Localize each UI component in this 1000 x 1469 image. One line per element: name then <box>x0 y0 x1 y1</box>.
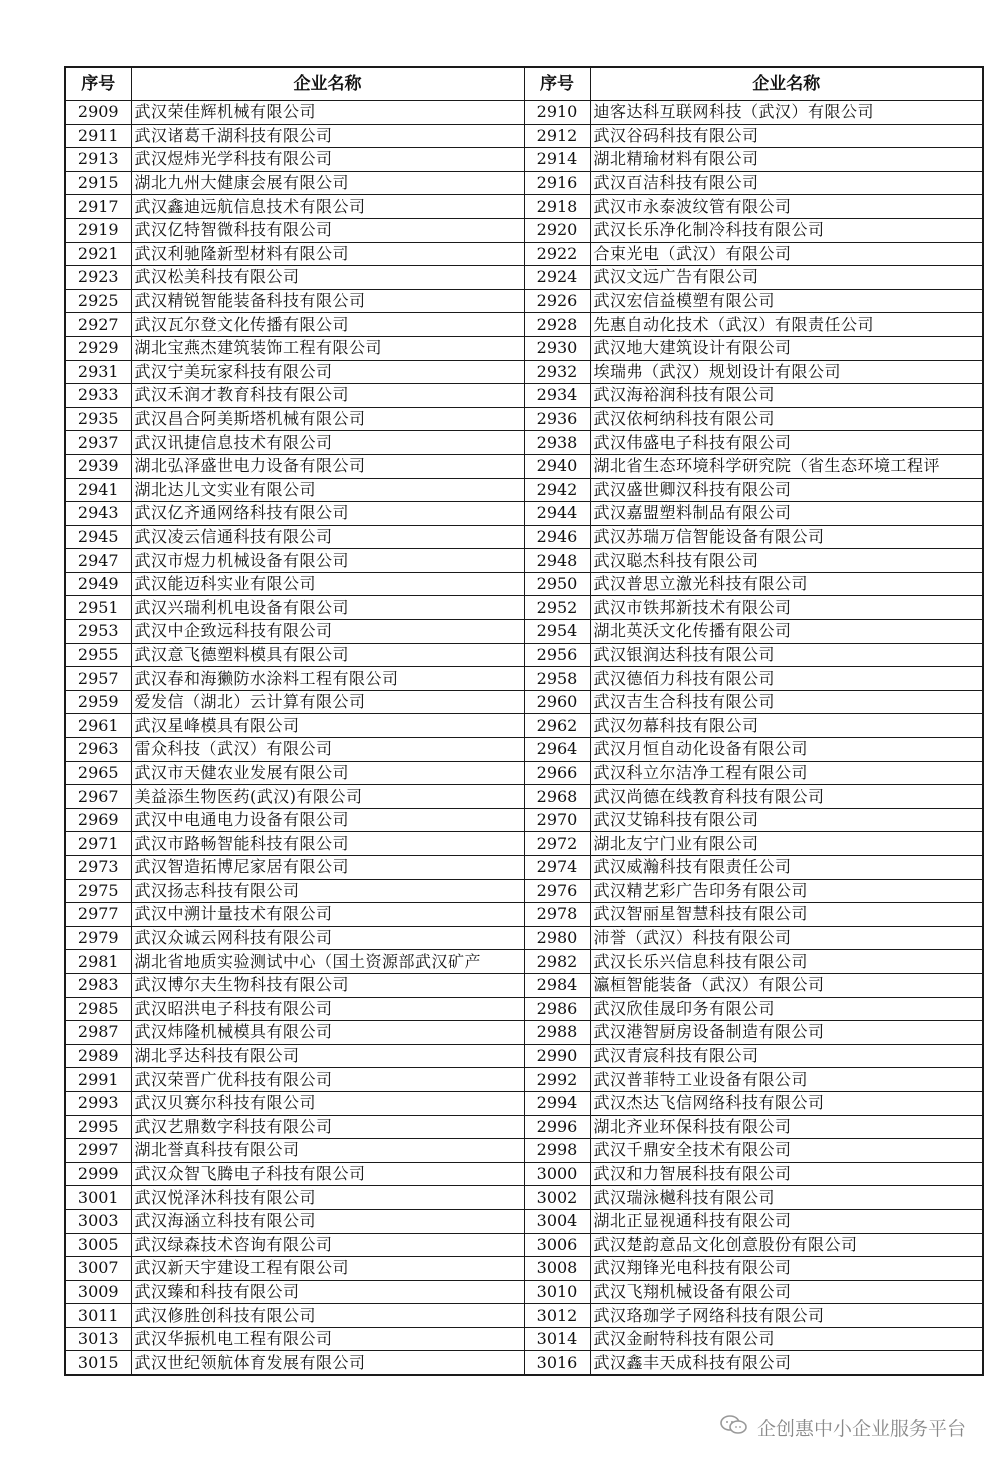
company-name-cell-left: 武汉臻和科技有限公司 <box>131 1280 524 1304</box>
serial-cell-right: 2980 <box>524 926 590 950</box>
serial-cell-left: 2935 <box>65 407 131 431</box>
serial-cell-right: 2982 <box>524 950 590 974</box>
company-name-cell-right: 湖北精瑜材料有限公司 <box>590 148 983 172</box>
serial-cell-left: 3015 <box>65 1351 131 1375</box>
serial-cell-left: 3011 <box>65 1304 131 1328</box>
serial-cell-left: 3007 <box>65 1257 131 1281</box>
serial-cell-left: 2983 <box>65 973 131 997</box>
serial-cell-left: 2945 <box>65 525 131 549</box>
serial-cell-left: 2919 <box>65 218 131 242</box>
table-row <box>65 690 983 714</box>
company-name-cell-right: 武汉青宸科技有限公司 <box>590 1044 983 1068</box>
company-name-cell-left: 武汉松美科技有限公司 <box>131 266 524 290</box>
serial-cell-left: 3005 <box>65 1233 131 1257</box>
company-name-cell-left: 武汉宁美玩家科技有限公司 <box>131 360 524 384</box>
table-row <box>65 549 983 573</box>
company-name-cell-left: 武汉凌云信通科技有限公司 <box>131 525 524 549</box>
serial-cell-left: 2917 <box>65 195 131 219</box>
serial-cell-left: 2911 <box>65 124 131 148</box>
company-name-cell-left: 武汉智造拓博尼家居有限公司 <box>131 856 524 880</box>
table-row <box>65 950 983 974</box>
company-name-cell-left: 爱发信（湖北）云计算有限公司 <box>131 690 524 714</box>
serial-cell-right: 2974 <box>524 856 590 880</box>
serial-cell-left: 2967 <box>65 785 131 809</box>
serial-cell-left: 2965 <box>65 761 131 785</box>
serial-cell-right: 3014 <box>524 1327 590 1351</box>
table-row <box>65 454 983 478</box>
serial-cell-right: 2926 <box>524 289 590 313</box>
serial-cell-right: 2960 <box>524 690 590 714</box>
serial-cell-right: 2966 <box>524 761 590 785</box>
company-name-cell-left: 武汉星峰模具有限公司 <box>131 714 524 738</box>
table-row <box>65 1351 983 1375</box>
serial-cell-right: 2922 <box>524 242 590 266</box>
table-row <box>65 101 983 125</box>
serial-cell-right: 2938 <box>524 431 590 455</box>
table-row <box>65 171 983 195</box>
company-name-cell-left: 武汉鑫迪远航信息技术有限公司 <box>131 195 524 219</box>
table-row <box>65 313 983 337</box>
company-name-cell-left: 湖北九州大健康会展有限公司 <box>131 171 524 195</box>
table-row <box>65 218 983 242</box>
company-name-cell-right: 武汉普菲特工业设备有限公司 <box>590 1068 983 1092</box>
serial-cell-left: 2993 <box>65 1091 131 1115</box>
table-row <box>65 997 983 1021</box>
company-name-cell-right: 武汉盛世卿汉科技有限公司 <box>590 478 983 502</box>
company-name-cell-left: 武汉海涵立科技有限公司 <box>131 1209 524 1233</box>
table-row <box>65 714 983 738</box>
company-name-cell-right: 武汉市永泰波纹管有限公司 <box>590 195 983 219</box>
serial-cell-right: 2976 <box>524 879 590 903</box>
serial-cell-right: 2972 <box>524 832 590 856</box>
company-name-cell-left: 武汉亿齐通网络科技有限公司 <box>131 502 524 526</box>
company-name-cell-right: 武汉谷码科技有限公司 <box>590 124 983 148</box>
company-name-cell-left: 武汉修胜创科技有限公司 <box>131 1304 524 1328</box>
company-name-cell-right: 武汉长乐净化制冷科技有限公司 <box>590 218 983 242</box>
table-row <box>65 407 983 431</box>
serial-cell-right: 2928 <box>524 313 590 337</box>
company-name-cell-right: 武汉欣佳晟印务有限公司 <box>590 997 983 1021</box>
table-row <box>65 879 983 903</box>
table-header-row <box>65 67 983 101</box>
serial-cell-left: 3009 <box>65 1280 131 1304</box>
serial-cell-right: 2958 <box>524 667 590 691</box>
company-name-cell-left: 武汉贝赛尔科技有限公司 <box>131 1091 524 1115</box>
company-name-cell-left: 武汉众智飞腾电子科技有限公司 <box>131 1162 524 1186</box>
serial-cell-right: 2932 <box>524 360 590 384</box>
serial-cell-left: 3001 <box>65 1186 131 1210</box>
table-body <box>65 101 983 1376</box>
serial-cell-left: 2969 <box>65 808 131 832</box>
company-name-cell-right: 武汉港智厨房设备制造有限公司 <box>590 1021 983 1045</box>
watermark <box>719 1414 966 1441</box>
table-row <box>65 478 983 502</box>
serial-cell-right: 2986 <box>524 997 590 1021</box>
table-row <box>65 1162 983 1186</box>
company-name-cell-left: 武汉悦泽沐科技有限公司 <box>131 1186 524 1210</box>
company-name-cell-left: 武汉艺鼎数字科技有限公司 <box>131 1115 524 1139</box>
serial-cell-right: 2948 <box>524 549 590 573</box>
serial-cell-left: 2909 <box>65 101 131 125</box>
company-name-cell-left: 武汉华振机电工程有限公司 <box>131 1327 524 1351</box>
company-name-cell-left: 武汉亿特智微科技有限公司 <box>131 218 524 242</box>
table-row <box>65 1257 983 1281</box>
company-name-cell-left: 湖北宝燕杰建筑装饰工程有限公司 <box>131 336 524 360</box>
table-row <box>65 572 983 596</box>
company-name-cell-right: 武汉尚德在线教育科技有限公司 <box>590 785 983 809</box>
table-row <box>65 266 983 290</box>
company-name-cell-left: 武汉市路畅智能科技有限公司 <box>131 832 524 856</box>
company-name-cell-right: 湖北正显视通科技有限公司 <box>590 1209 983 1233</box>
serial-cell-right: 2994 <box>524 1091 590 1115</box>
serial-cell-right: 2996 <box>524 1115 590 1139</box>
company-name-cell-right: 武汉和力智展科技有限公司 <box>590 1162 983 1186</box>
serial-cell-left: 2977 <box>65 903 131 927</box>
company-name-cell-left: 武汉精锐智能装备科技有限公司 <box>131 289 524 313</box>
company-name-cell-right: 武汉市铁邦新技术有限公司 <box>590 596 983 620</box>
serial-cell-left: 2955 <box>65 643 131 667</box>
company-name-cell-left: 武汉中溯计量技术有限公司 <box>131 903 524 927</box>
table-row <box>65 431 983 455</box>
company-name-cell-left: 湖北达儿文实业有限公司 <box>131 478 524 502</box>
company-name-cell-left: 湖北誉真科技有限公司 <box>131 1139 524 1163</box>
serial-cell-left: 3003 <box>65 1209 131 1233</box>
serial-cell-right: 2910 <box>524 101 590 125</box>
table-row <box>65 761 983 785</box>
serial-cell-right: 2968 <box>524 785 590 809</box>
serial-cell-left: 2927 <box>65 313 131 337</box>
company-name-cell-right: 湖北齐业环保科技有限公司 <box>590 1115 983 1139</box>
table-row <box>65 1233 983 1257</box>
header-serial-right: 序号 <box>524 67 590 101</box>
serial-cell-right: 2920 <box>524 218 590 242</box>
company-name-cell-right: 武汉百洁科技有限公司 <box>590 171 983 195</box>
serial-cell-left: 2915 <box>65 171 131 195</box>
company-name-cell-left: 武汉煜炜光学科技有限公司 <box>131 148 524 172</box>
company-name-cell-left: 武汉春和海獭防水涂料工程有限公司 <box>131 667 524 691</box>
company-name-cell-right: 武汉威瀚科技有限责任公司 <box>590 856 983 880</box>
company-name-cell-right: 武汉勿幕科技有限公司 <box>590 714 983 738</box>
company-name-cell-left: 武汉禾润才教育科技有限公司 <box>131 384 524 408</box>
serial-cell-left: 2937 <box>65 431 131 455</box>
serial-cell-right: 2914 <box>524 148 590 172</box>
company-name-cell-right: 湖北友宁门业有限公司 <box>590 832 983 856</box>
serial-cell-right: 2998 <box>524 1139 590 1163</box>
table-row <box>65 1209 983 1233</box>
serial-cell-left: 2961 <box>65 714 131 738</box>
company-name-cell-right: 武汉依柯纳科技有限公司 <box>590 407 983 431</box>
company-name-cell-right: 武汉海裕润科技有限公司 <box>590 384 983 408</box>
serial-cell-left: 2963 <box>65 738 131 762</box>
table-row <box>65 667 983 691</box>
serial-cell-right: 2918 <box>524 195 590 219</box>
company-name-cell-left: 武汉昌合阿美斯塔机械有限公司 <box>131 407 524 431</box>
company-name-cell-right: 武汉艾锦科技有限公司 <box>590 808 983 832</box>
company-name-cell-left: 武汉兴瑞利机电设备有限公司 <box>131 596 524 620</box>
serial-cell-left: 2941 <box>65 478 131 502</box>
serial-cell-left: 2987 <box>65 1021 131 1045</box>
company-table <box>64 66 984 1376</box>
serial-cell-right: 2992 <box>524 1068 590 1092</box>
company-name-cell-right: 武汉金耐特科技有限公司 <box>590 1327 983 1351</box>
table-row <box>65 1115 983 1139</box>
company-name-cell-left: 武汉世纪领航体育发展有限公司 <box>131 1351 524 1375</box>
serial-cell-left: 2959 <box>65 690 131 714</box>
serial-cell-right: 2950 <box>524 572 590 596</box>
company-name-cell-right: 武汉杰达飞信网络科技有限公司 <box>590 1091 983 1115</box>
serial-cell-left: 2925 <box>65 289 131 313</box>
serial-cell-right: 3004 <box>524 1209 590 1233</box>
table-row <box>65 620 983 644</box>
company-name-cell-right: 迪客达科互联网科技（武汉）有限公司 <box>590 101 983 125</box>
company-name-cell-right: 武汉飞翔机械设备有限公司 <box>590 1280 983 1304</box>
serial-cell-right: 2984 <box>524 973 590 997</box>
serial-cell-left: 2951 <box>65 596 131 620</box>
wechat-icon <box>719 1414 749 1441</box>
serial-cell-left: 2953 <box>65 620 131 644</box>
serial-cell-left: 2995 <box>65 1115 131 1139</box>
company-name-cell-right: 埃瑞弗（武汉）规划设计有限公司 <box>590 360 983 384</box>
company-name-cell-right: 武汉翔锋光电科技有限公司 <box>590 1257 983 1281</box>
serial-cell-right: 2954 <box>524 620 590 644</box>
table-row <box>65 1021 983 1045</box>
serial-cell-right: 3010 <box>524 1280 590 1304</box>
company-name-cell-right: 武汉地大建筑设计有限公司 <box>590 336 983 360</box>
serial-cell-left: 2999 <box>65 1162 131 1186</box>
serial-cell-right: 2944 <box>524 502 590 526</box>
company-name-cell-left: 武汉荣晋广优科技有限公司 <box>131 1068 524 1092</box>
table-row <box>65 1044 983 1068</box>
table-row <box>65 832 983 856</box>
serial-cell-right: 2990 <box>524 1044 590 1068</box>
table-row <box>65 643 983 667</box>
company-name-cell-right: 武汉德佰力科技有限公司 <box>590 667 983 691</box>
table-row <box>65 1091 983 1115</box>
serial-cell-right: 2956 <box>524 643 590 667</box>
serial-cell-right: 2942 <box>524 478 590 502</box>
serial-cell-right: 2936 <box>524 407 590 431</box>
table-row <box>65 1280 983 1304</box>
serial-cell-left: 2989 <box>65 1044 131 1068</box>
serial-cell-right: 2930 <box>524 336 590 360</box>
table-row <box>65 336 983 360</box>
header-company-left: 企业名称 <box>131 67 524 101</box>
table-row <box>65 1186 983 1210</box>
serial-cell-left: 2973 <box>65 856 131 880</box>
table-row <box>65 242 983 266</box>
company-name-cell-right: 武汉科立尔洁净工程有限公司 <box>590 761 983 785</box>
company-name-cell-left: 武汉中企致远科技有限公司 <box>131 620 524 644</box>
company-name-cell-right: 武汉宏信益模塑有限公司 <box>590 289 983 313</box>
serial-cell-right: 2916 <box>524 171 590 195</box>
table-row <box>65 1068 983 1092</box>
serial-cell-right: 3008 <box>524 1257 590 1281</box>
serial-cell-left: 2975 <box>65 879 131 903</box>
company-name-cell-left: 武汉荣佳辉机械有限公司 <box>131 101 524 125</box>
company-name-cell-left: 武汉博尔夫生物科技有限公司 <box>131 973 524 997</box>
serial-cell-left: 2929 <box>65 336 131 360</box>
company-name-cell-left: 武汉市天健农业发展有限公司 <box>131 761 524 785</box>
serial-cell-right: 3006 <box>524 1233 590 1257</box>
serial-cell-right: 2940 <box>524 454 590 478</box>
company-name-cell-right: 武汉伟盛电子科技有限公司 <box>590 431 983 455</box>
company-name-cell-left: 武汉能迈科实业有限公司 <box>131 572 524 596</box>
table-row <box>65 856 983 880</box>
serial-cell-left: 2939 <box>65 454 131 478</box>
company-name-cell-left: 武汉昭洪电子科技有限公司 <box>131 997 524 1021</box>
company-name-cell-right: 武汉嘉盟塑料制品有限公司 <box>590 502 983 526</box>
serial-cell-left: 2923 <box>65 266 131 290</box>
table-row <box>65 973 983 997</box>
company-name-cell-right: 武汉吉生合科技有限公司 <box>590 690 983 714</box>
company-name-cell-left: 湖北孚达科技有限公司 <box>131 1044 524 1068</box>
serial-cell-right: 2924 <box>524 266 590 290</box>
table-row <box>65 195 983 219</box>
serial-cell-right: 2988 <box>524 1021 590 1045</box>
table-row <box>65 502 983 526</box>
serial-cell-right: 2934 <box>524 384 590 408</box>
company-name-cell-right: 合束光电（武汉）有限公司 <box>590 242 983 266</box>
table-row <box>65 738 983 762</box>
company-name-cell-right: 武汉聪杰科技有限公司 <box>590 549 983 573</box>
table-row <box>65 360 983 384</box>
company-name-cell-right: 湖北省生态环境科学研究院（省生态环境工程评 <box>590 454 983 478</box>
serial-cell-left: 2997 <box>65 1139 131 1163</box>
table-row <box>65 525 983 549</box>
company-name-cell-right: 武汉千鼎安全技术有限公司 <box>590 1139 983 1163</box>
company-name-cell-left: 湖北弘泽盛世电力设备有限公司 <box>131 454 524 478</box>
company-name-cell-left: 武汉中电通电力设备有限公司 <box>131 808 524 832</box>
serial-cell-right: 3000 <box>524 1162 590 1186</box>
company-name-cell-left: 武汉意飞德塑料模具有限公司 <box>131 643 524 667</box>
company-name-cell-right: 武汉普思立激光科技有限公司 <box>590 572 983 596</box>
serial-cell-left: 2971 <box>65 832 131 856</box>
company-name-cell-right: 瀛桓智能装备（武汉）有限公司 <box>590 973 983 997</box>
table-row <box>65 785 983 809</box>
serial-cell-right: 2912 <box>524 124 590 148</box>
company-name-cell-right: 武汉鑫丰天成科技有限公司 <box>590 1351 983 1375</box>
company-name-cell-right: 武汉银润达科技有限公司 <box>590 643 983 667</box>
company-name-cell-right: 武汉楚韵意品文化创意股份有限公司 <box>590 1233 983 1257</box>
company-name-cell-right: 武汉精艺彩广告印务有限公司 <box>590 879 983 903</box>
table-row <box>65 148 983 172</box>
company-name-cell-left: 湖北省地质实验测试中心（国土资源部武汉矿产 <box>131 950 524 974</box>
table-row <box>65 903 983 927</box>
serial-cell-left: 2947 <box>65 549 131 573</box>
company-name-cell-left: 武汉新天宇建设工程有限公司 <box>131 1257 524 1281</box>
serial-cell-left: 2981 <box>65 950 131 974</box>
table-row <box>65 926 983 950</box>
company-name-cell-left: 雷众科技（武汉）有限公司 <box>131 738 524 762</box>
table-row <box>65 1327 983 1351</box>
serial-cell-left: 2949 <box>65 572 131 596</box>
table-row <box>65 1304 983 1328</box>
watermark-text: 企创惠中小企业服务平台 <box>756 1418 966 1440</box>
table-row <box>65 596 983 620</box>
company-name-cell-right: 沛誉（武汉）科技有限公司 <box>590 926 983 950</box>
serial-cell-right: 2978 <box>524 903 590 927</box>
company-name-cell-right: 先惠自动化技术（武汉）有限责任公司 <box>590 313 983 337</box>
serial-cell-right: 2952 <box>524 596 590 620</box>
company-name-cell-right: 武汉月恒自动化设备有限公司 <box>590 738 983 762</box>
company-name-cell-right: 湖北英沃文化传播有限公司 <box>590 620 983 644</box>
serial-cell-left: 2979 <box>65 926 131 950</box>
serial-cell-right: 2964 <box>524 738 590 762</box>
table-row <box>65 1139 983 1163</box>
company-name-cell-left: 武汉众诚云网科技有限公司 <box>131 926 524 950</box>
table-row <box>65 808 983 832</box>
serial-cell-left: 2933 <box>65 384 131 408</box>
serial-cell-right: 3016 <box>524 1351 590 1375</box>
header-serial-left: 序号 <box>65 67 131 101</box>
company-name-cell-right: 武汉苏瑞万信智能设备有限公司 <box>590 525 983 549</box>
serial-cell-right: 2946 <box>524 525 590 549</box>
serial-cell-left: 3013 <box>65 1327 131 1351</box>
company-name-cell-left: 武汉利驰隆新型材料有限公司 <box>131 242 524 266</box>
company-name-cell-left: 武汉讯捷信息技术有限公司 <box>131 431 524 455</box>
company-name-cell-left: 美益添生物医药(武汉)有限公司 <box>131 785 524 809</box>
serial-cell-left: 2931 <box>65 360 131 384</box>
table-row <box>65 384 983 408</box>
serial-cell-right: 3002 <box>524 1186 590 1210</box>
serial-cell-left: 2943 <box>65 502 131 526</box>
company-name-cell-right: 武汉文远广告有限公司 <box>590 266 983 290</box>
table-row <box>65 289 983 313</box>
header-company-right: 企业名称 <box>590 67 983 101</box>
serial-cell-right: 2970 <box>524 808 590 832</box>
serial-cell-left: 2913 <box>65 148 131 172</box>
company-name-cell-left: 武汉诸葛千湖科技有限公司 <box>131 124 524 148</box>
company-name-cell-left: 武汉炜隆机械模具有限公司 <box>131 1021 524 1045</box>
company-table-sheet <box>64 66 982 1376</box>
company-name-cell-left: 武汉市煜力机械设备有限公司 <box>131 549 524 573</box>
company-name-cell-right: 武汉智丽星智慧科技有限公司 <box>590 903 983 927</box>
company-name-cell-right: 武汉瑞泳樾科技有限公司 <box>590 1186 983 1210</box>
company-name-cell-right: 武汉珞珈学子网络科技有限公司 <box>590 1304 983 1328</box>
serial-cell-left: 2957 <box>65 667 131 691</box>
serial-cell-right: 3012 <box>524 1304 590 1328</box>
serial-cell-right: 2962 <box>524 714 590 738</box>
serial-cell-left: 2921 <box>65 242 131 266</box>
table-row <box>65 124 983 148</box>
company-name-cell-left: 武汉绿森技术咨询有限公司 <box>131 1233 524 1257</box>
company-name-cell-right: 武汉长乐兴信息科技有限公司 <box>590 950 983 974</box>
company-name-cell-left: 武汉扬志科技有限公司 <box>131 879 524 903</box>
serial-cell-left: 2991 <box>65 1068 131 1092</box>
serial-cell-left: 2985 <box>65 997 131 1021</box>
company-name-cell-left: 武汉瓦尔登文化传播有限公司 <box>131 313 524 337</box>
